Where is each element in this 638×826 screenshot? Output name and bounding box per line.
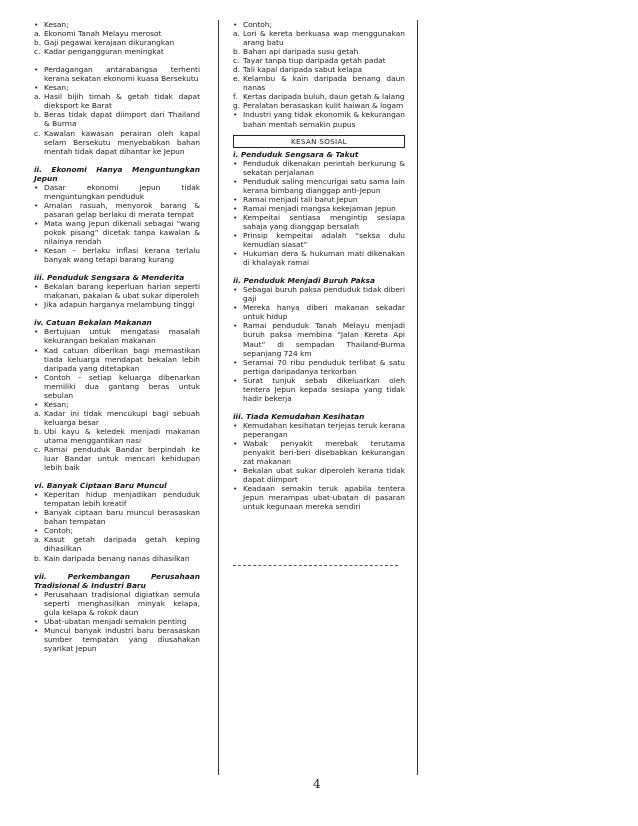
list-item xyxy=(34,219,200,246)
list-item-text: Ubat-ubatan menjadi semakin penting xyxy=(44,616,187,626)
letter-marker: c. xyxy=(34,128,41,138)
spacer xyxy=(233,267,405,276)
bullet-marker: • xyxy=(34,200,39,210)
letter-marker: c. xyxy=(34,47,41,57)
bullet-marker: • xyxy=(34,616,39,626)
list-item-text: Amalan rasuah, menyorok barang & pasaran gelap berlaku di merata tempat xyxy=(44,200,200,219)
list-item xyxy=(34,327,200,345)
list-item xyxy=(34,29,200,38)
section-heading: i. Penduduk Sengsara & Takut xyxy=(233,149,359,159)
list-item-text: Perdagangan antarabangsa terhenti kerana sekatan ekonomi kuasa Bersekutu xyxy=(44,65,200,84)
letter-marker: c. xyxy=(34,445,41,455)
list-item xyxy=(34,129,200,156)
list-item-text: Ramai penduduk Bandar berpindah ke luar Bandar untuk mencari kehidupan lebih baik xyxy=(44,445,200,473)
left-column xyxy=(34,20,200,653)
list-item-text: Banyak ciptaan baru muncul berasaskan bahan tempatan xyxy=(44,508,200,527)
page-number: 4 xyxy=(313,777,321,791)
bullet-marker: • xyxy=(34,65,39,75)
letter-marker: b. xyxy=(233,47,241,57)
list-item xyxy=(34,65,200,83)
list-item-text: Muncul banyak industri baru berasaskan sumber tempatan yang diusahakan syarikat Jepun xyxy=(44,625,200,653)
list-item xyxy=(233,321,405,357)
bullet-marker: • xyxy=(34,526,39,536)
list-item xyxy=(34,346,200,373)
list-item xyxy=(34,427,200,445)
letter-marker: b. xyxy=(34,426,42,436)
list-item-text: Perusahaan tradisional digiatkan semula seperti menghasilkan minyak kelapa, gula kelapa & rokok daun xyxy=(44,589,200,617)
list-item xyxy=(34,300,200,309)
list-item-text: Mata wang Jepun dikenali sebagai “wang pokok pisang” dicetak tanpa kawalan & nilainya rendah xyxy=(44,218,200,247)
bullet-marker: • xyxy=(34,327,39,337)
list-item xyxy=(34,282,200,300)
bullet-marker: • xyxy=(34,282,39,292)
bullet-marker: • xyxy=(34,218,39,228)
letter-marker: b. xyxy=(34,110,42,120)
list-item xyxy=(34,373,200,400)
list-item-text: Kadar ini tidak mencukupi bagi sebuah keluarga besar xyxy=(44,408,200,427)
list-item-text: Kertas daripada buluh, daun getah & lalang xyxy=(243,92,405,102)
list-item-text: Contoh; xyxy=(243,20,272,29)
spacer xyxy=(233,403,405,412)
list-item-text: Kemudahan kesihatan terjejas teruk kerana peperangan xyxy=(243,420,405,439)
list-item-text: Kelambu & kain daripada benang daun nanas xyxy=(243,74,405,93)
letter-marker: b. xyxy=(34,38,42,48)
list-item-text: Ubi kayu & keledek menjadi makanan utama menggantikan nasi xyxy=(44,426,200,445)
bullet-marker: • xyxy=(233,420,238,430)
list-item-text: Tali kapal daripada sabut kelapa xyxy=(243,65,363,75)
list-item-text: Bertujuan untuk mengatasi masalah kekurangan bekalan makanan xyxy=(44,327,200,346)
bullet-marker: • xyxy=(233,230,238,240)
list-item-text: Gaji pegawai kerajaan dikurangkan xyxy=(44,38,175,48)
list-item-text: Seramai 70 ribu penduduk terlibat & satu pertiga daripadanya terkorban xyxy=(243,357,405,376)
list-item xyxy=(34,626,200,653)
bullet-marker: • xyxy=(233,375,238,385)
list-item xyxy=(233,56,405,65)
bullet-marker: • xyxy=(34,589,39,599)
list-item-text: Kesan; xyxy=(44,83,69,93)
list-item xyxy=(233,421,405,439)
list-item-text: Industri yang tidak ekonomik & kekurangan bahan mentah semakin pupus xyxy=(243,110,405,129)
letter-marker: a. xyxy=(34,408,41,418)
list-item xyxy=(233,47,405,56)
bullet-marker: • xyxy=(34,20,39,29)
bullet-marker: • xyxy=(233,484,238,494)
list-item-text: Kawalan kawasan perairan oleh kapal selam Bersekutu menyebabkan bahan mentah tidak dapat dihantar ke Jepun xyxy=(44,128,200,156)
list-item xyxy=(233,65,405,74)
spacer xyxy=(34,156,200,165)
list-item xyxy=(34,490,200,508)
bullet-marker: • xyxy=(233,357,238,367)
column-rule-left xyxy=(218,20,219,775)
bullet-marker: • xyxy=(233,303,238,313)
list-item xyxy=(34,246,200,264)
bullet-marker: • xyxy=(34,246,39,256)
bullet-marker: • xyxy=(34,182,39,192)
list-item-text: Kadar pengangguran meningkat xyxy=(44,47,164,57)
list-item-text: Ramai menjadi tali barut Jepun xyxy=(243,194,358,204)
list-item-text: Hasil bijih timah & getah tidak dapat dieksport ke Barat xyxy=(44,92,200,111)
letter-marker: b. xyxy=(34,553,42,563)
list-item-text: Kasut getah daripada getah keping dihasilkan xyxy=(44,535,200,554)
spacer xyxy=(34,264,200,273)
list-item xyxy=(34,20,200,29)
bullet-marker: • xyxy=(233,176,238,186)
bullet-marker: • xyxy=(34,372,39,382)
list-item xyxy=(233,110,405,128)
bullet-marker: • xyxy=(233,158,238,168)
letter-marker: a. xyxy=(34,535,41,545)
spacer xyxy=(34,309,200,318)
bullet-marker: • xyxy=(34,625,39,635)
list-item xyxy=(233,358,405,376)
list-item xyxy=(34,617,200,626)
section-heading: ii. Ekonomi Hanya Menguntungkan Jepun xyxy=(34,164,200,183)
bullet-marker: • xyxy=(34,83,39,93)
bullet-marker: • xyxy=(233,321,238,331)
list-item-text: Ramai penduduk Tanah Melayu menjadi buruh paksa membina “Jalan Kereta Api Maut” di sempadan Thailand-Burma sepanjang 724 km xyxy=(243,321,405,358)
list-item xyxy=(34,110,200,128)
list-item-text: Kain daripada benang nanas dihasilkan xyxy=(44,553,190,563)
list-item xyxy=(233,177,405,195)
list-item xyxy=(34,508,200,526)
list-item xyxy=(34,535,200,553)
list-item-text: Dasar ekonomi Jepun tidak menguntungkan penduduk xyxy=(44,182,200,201)
list-item-text: Bekalan barang keperluan harian seperti makanan, pakaian & ubat sukar diperoleh xyxy=(44,282,200,301)
list-item xyxy=(34,183,200,201)
list-item-text: Bekalan ubat sukar diperoleh kerana tidak dapat diimport xyxy=(243,466,405,485)
list-item-text: Contoh – setiap keluarga dibenarkan memiliki dua gantang beras untuk sebulan xyxy=(44,372,200,400)
list-item xyxy=(233,285,405,303)
list-item-text: Penduduk saling mencurigai satu sama lain kerana bimbang dianggap anti-Jepun xyxy=(243,176,405,195)
list-item-text: Bahan api daripada susu getah xyxy=(243,47,359,57)
list-item xyxy=(233,29,405,47)
list-item xyxy=(34,400,200,409)
bullet-marker: • xyxy=(233,212,238,222)
letter-marker: d. xyxy=(233,65,241,75)
bullet-marker: • xyxy=(233,110,238,120)
list-item-text: Hukuman dera & hukuman mati dikenakan di khalayak ramai xyxy=(243,249,405,268)
bullet-marker: • xyxy=(233,20,238,29)
list-item xyxy=(34,38,200,47)
list-item xyxy=(233,484,405,511)
list-item-text: Mereka hanya diberi makanan sekadar untuk hidup xyxy=(243,303,405,322)
list-item xyxy=(34,554,200,563)
list-item xyxy=(233,213,405,231)
list-item xyxy=(34,92,200,110)
list-item-text: Penduduk dikenakan perintah berkurung & sekatan perjalanan xyxy=(243,158,405,177)
list-item xyxy=(34,590,200,617)
list-item xyxy=(233,439,405,466)
list-item xyxy=(233,249,405,267)
letter-marker: a. xyxy=(34,29,41,39)
section-heading: iii. Penduduk Sengsara & Menderita xyxy=(34,273,185,283)
bullet-marker: • xyxy=(233,203,238,213)
list-item-text: Lori & kereta berkuasa wap menggunakan arang batu xyxy=(243,29,405,48)
bullet-marker: • xyxy=(233,249,238,259)
list-item-text: Peralatan berasaskan kulit haiwan & logam xyxy=(243,101,404,111)
list-item xyxy=(233,20,405,29)
list-item xyxy=(233,101,405,110)
list-item xyxy=(34,445,200,472)
letter-marker: f. xyxy=(233,92,238,102)
list-item-text: Prinsip kempeitai adalah “seksa dulu kemudian siasat” xyxy=(243,230,405,250)
list-item xyxy=(233,303,405,321)
section-title-box: KESAN SOSIAL xyxy=(233,135,405,148)
section-heading: vi. Banyak Ciptaan Baru Muncul xyxy=(34,481,167,491)
list-item xyxy=(34,83,200,92)
list-item-text: Kesan – berlaku inflasi kerana terlalu banyak wang tetapi barang kurang xyxy=(44,246,200,265)
list-item-text: Beras tidak dapat diimport dari Thailand & Burma xyxy=(44,110,200,129)
section-heading: iv. Catuan Bekalan Makanan xyxy=(34,318,152,328)
list-item-text: Tayar tanpa tiup daripada getah padat xyxy=(243,56,386,66)
list-item-text: Wabak penyakit merebak terutama penyakit beri-beri disebabkan kekurangan zat makanan xyxy=(243,438,405,467)
list-item xyxy=(233,231,405,249)
list-item xyxy=(34,409,200,427)
bullet-marker: • xyxy=(233,438,238,448)
list-item xyxy=(233,204,405,213)
section-heading: ii. Penduduk Menjadi Buruh Paksa xyxy=(233,276,375,286)
list-item xyxy=(233,74,405,92)
column-rule-right xyxy=(417,20,418,775)
section-heading: vii. Perkembangan Perusahaan Tradisional & Industri Baru xyxy=(34,571,200,590)
list-item-text: Ekonomi Tanah Melayu merosot xyxy=(44,29,162,39)
letter-marker: c. xyxy=(233,56,240,66)
list-item-text: Kesan; xyxy=(44,20,69,29)
list-item-text: Ramai menjadi mangsa kekejaman Jepun xyxy=(243,203,396,213)
right-column xyxy=(233,20,405,566)
list-item-text: Kad catuan diberikan bagi memastikan tiada keluarga mendapat bekalan lebih daripada yang ditetapkan xyxy=(44,345,200,373)
list-item-text: Jika adapun harganya melambung tinggi xyxy=(44,300,195,310)
list-item xyxy=(233,376,405,403)
letter-marker: a. xyxy=(233,29,240,39)
list-item xyxy=(233,466,405,484)
dashed-end-rule xyxy=(233,565,398,566)
list-item-text: Surat tunjuk sebab dikeluarkan oleh tentera Jepun kepada sesiapa yang tidak hadir bekerja xyxy=(243,375,405,403)
section-heading: iii. Tiada Kemudahan Kesihatan xyxy=(233,411,365,421)
list-item xyxy=(34,526,200,535)
bullet-marker: • xyxy=(34,490,39,500)
bullet-marker: • xyxy=(233,194,238,204)
list-item-text: Contoh; xyxy=(44,526,73,536)
bullet-marker: • xyxy=(34,399,39,409)
list-item xyxy=(34,201,200,219)
list-item-text: Keperitan hidup menjadikan penduduk tempatan lebih kreatif xyxy=(44,490,200,509)
bullet-marker: • xyxy=(34,300,39,310)
list-item-text: Kempeitai sentiasa mengintip sesiapa sahaja yang dianggap bersalah xyxy=(243,212,405,231)
spacer xyxy=(34,472,200,481)
letter-marker: g. xyxy=(233,101,241,111)
letter-marker: a. xyxy=(34,92,41,102)
letter-marker: e. xyxy=(233,74,240,84)
bullet-marker: • xyxy=(34,345,39,355)
list-item xyxy=(233,195,405,204)
list-item-text: Keadaan semakin teruk apabila tentera Jepun merampas ubat-ubatan di pasaran untuk kegunaan mereka sendiri xyxy=(243,484,405,512)
list-item xyxy=(34,47,200,56)
list-item xyxy=(233,159,405,177)
spacer xyxy=(34,56,200,65)
list-item xyxy=(233,92,405,101)
bullet-marker: • xyxy=(233,466,238,476)
spacer xyxy=(34,563,200,572)
bullet-marker: • xyxy=(233,285,238,295)
list-item-text: Kesan; xyxy=(44,399,69,409)
list-item-text: Sebagai buruh paksa penduduk tidak diberi gaji xyxy=(243,285,405,304)
bullet-marker: • xyxy=(34,508,39,518)
